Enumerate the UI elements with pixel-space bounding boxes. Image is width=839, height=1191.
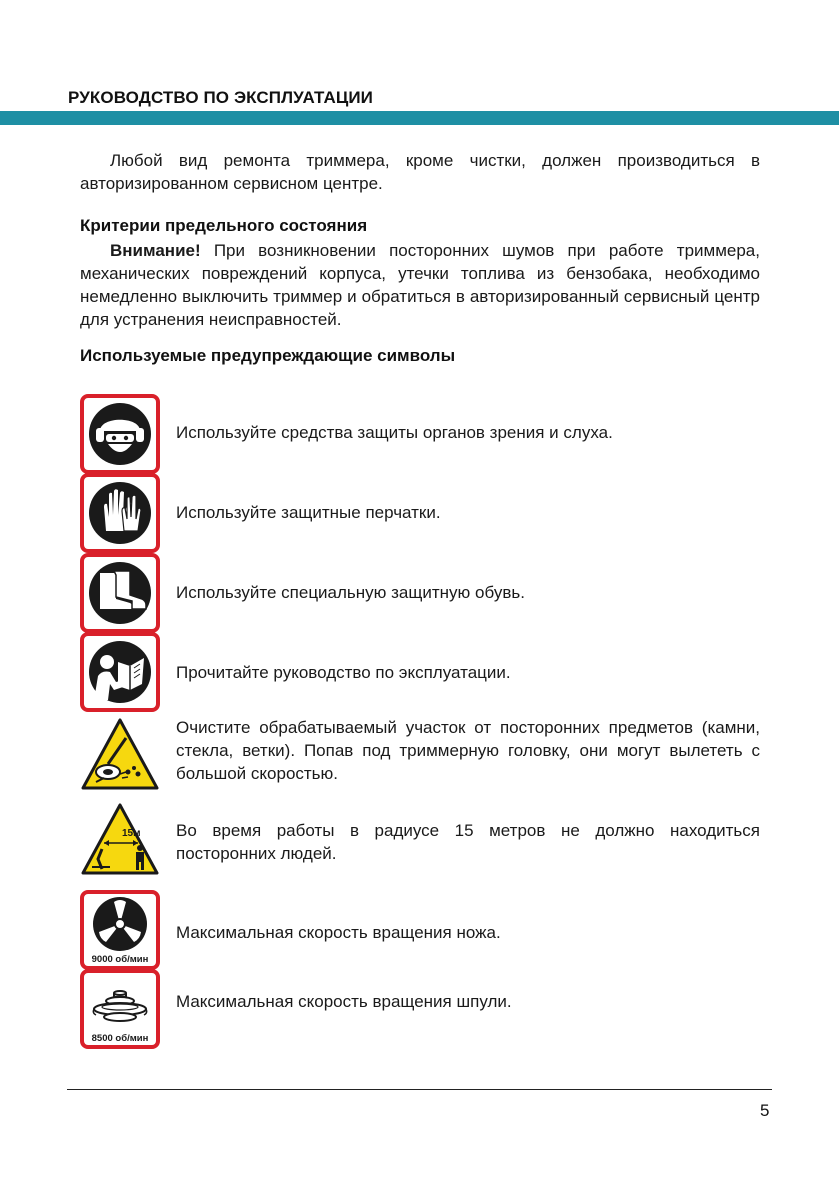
footer-rule (67, 1089, 772, 1090)
criteria-text: При возникновении посторонних шумов при работе триммера, механических повреждений корпуса, утечки топлива из бензобака, необходимо немедленно выключить триммер и обратиться в авторизированный сервисный центр для устранения неисправностей. (80, 241, 760, 329)
header-accent-bar (0, 111, 839, 125)
attention-label: Внимание! (110, 241, 201, 260)
symbol-row (80, 716, 770, 796)
symbol-description: Очистите обрабатываемый участок от посторонних предметов (камни, стекла, ветки). Попав под триммерную головку, они могут вылететь с большой скоростью. (176, 718, 760, 783)
symbol-description: Во время работы в радиусе 15 метров не должно находиться посторонних людей. (176, 821, 760, 863)
symbol-row (80, 632, 770, 712)
page-number: 5 (760, 1101, 770, 1120)
criteria-paragraph (80, 239, 760, 331)
symbol-description: Максимальная скорость вращения шпули. (176, 992, 512, 1011)
symbol-description: Используйте специальную защитную обувь. (176, 583, 525, 602)
symbol-row (80, 394, 770, 474)
spool-speed-label: 8500 об/мин (91, 1033, 149, 1044)
symbol-description: Прочитайте руководство по эксплуатации. (176, 663, 511, 682)
page-header-title: РУКОВОДСТВО ПО ЭКСПЛУАТАЦИИ (68, 88, 373, 107)
read-manual-icon (80, 632, 160, 712)
symbol-description: Используйте защитные перчатки. (176, 503, 441, 522)
safety-distance-warning-icon (80, 801, 160, 881)
blade-speed-label: 9000 об/мин (91, 954, 149, 965)
symbol-row (80, 801, 770, 881)
symbol-row (80, 553, 770, 633)
symbol-row (80, 890, 770, 970)
intro-paragraph: Любой вид ремонта триммера, кроме чистки, должен производиться в авторизированном сервисном центре. (80, 151, 760, 193)
symbol-row (80, 969, 770, 1049)
blade-speed-icon (80, 890, 160, 970)
protective-gloves-icon (80, 473, 160, 553)
symbol-row (80, 473, 770, 553)
spool-speed-icon (80, 969, 160, 1049)
eye-ear-protection-icon (80, 394, 160, 474)
protective-boots-icon (80, 553, 160, 633)
distance-label: 15м (122, 828, 141, 839)
symbol-description: Используйте средства защиты органов зрения и слуха. (176, 423, 613, 442)
criteria-heading: Критерии предельного состояния (80, 216, 368, 235)
symbol-description: Максимальная скорость вращения ножа. (176, 923, 501, 942)
flying-debris-warning-icon (80, 716, 160, 796)
symbols-heading: Используемые предупреждающие символы (80, 346, 456, 365)
